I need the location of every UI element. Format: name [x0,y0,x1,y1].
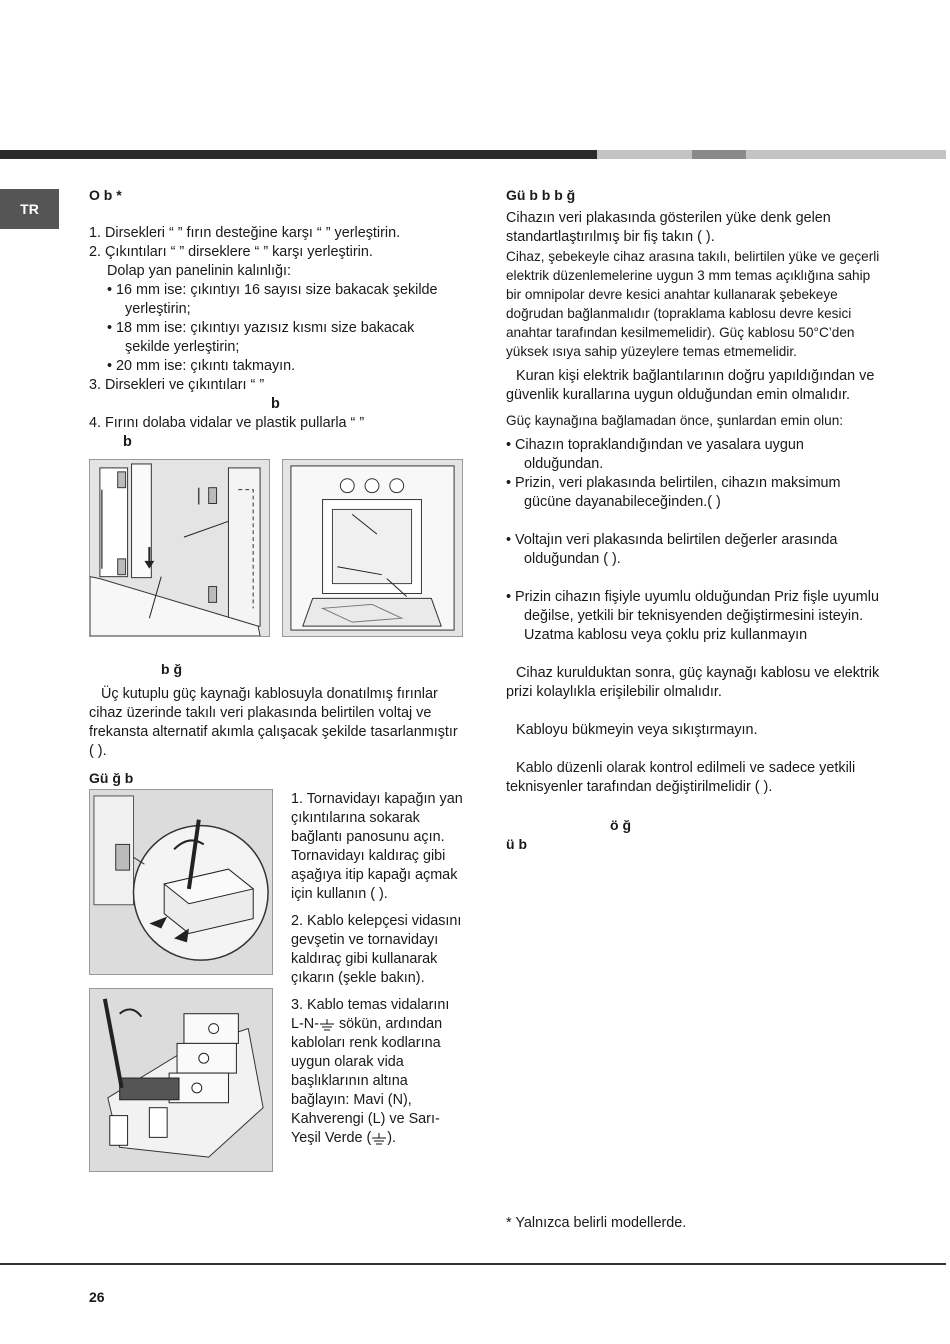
check-grounded: • Cihazın topraklandığından ve yasalara uygun olduğundan. [506,437,804,472]
check-intro: Güç kaynağına bağlamadan önce, şunlardan emin olun: [506,413,844,428]
right-column [506,186,880,854]
step-2: 2. Çıkıntıları “ ” dirseklere “ ” karşı yerleştirin. [89,244,373,260]
header-bar-light-end [746,150,946,159]
ground-icon [371,1132,387,1144]
figure-terminal-cover [89,789,273,975]
warning-line-1: ö ğ [610,817,631,833]
installer-paragraph: Kuran kişi elektrik bağlantılarının doğru yapıldığından ve güvenlik kurallarına uygun olduğundan emin olmalıdır. [506,368,875,403]
bullet-18mm: • 18 mm ise: çıkıntıyı yazısız kısmı size bakacak şekilde yerleştirin; [107,320,415,355]
bullet-16mm: • 16 mm ise: çıkıntıyı 16 sayısı size bakacak şekilde yerleştirin; [107,282,438,317]
figure-oven-drawing [283,460,462,636]
figure-brackets [89,459,270,637]
figure-brackets-drawing [90,460,269,636]
check-socket-power: • Prizin, veri plakasında belirtilen, cihazın maksimum gücüne dayanabileceğinden.( ) [506,475,841,510]
footnote: * Yalnızca belirli modellerde. [506,1215,687,1231]
header-bar-light [597,150,692,159]
section-heading-install: O b * [89,187,122,203]
page-number: 26 [89,1289,105,1305]
instruction-3-part1: 3. Kablo temas vidalarını L-N- [291,997,450,1032]
header-bar-dark [0,150,597,159]
left-column [89,186,459,452]
instruction-3 [291,996,463,1148]
section-heading-plug: Gü b b b ğ [506,187,576,203]
step-4: 4. Fırını dolaba vidalar ve plastik pullarla “ ” [89,415,365,431]
step-1: 1. Dirsekleri “ ” fırın desteğine karşı “ ” yerleştirin. [89,225,401,241]
section-heading-electrical: b ğ [161,661,182,677]
instruction-2: 2. Kablo kelepçesi vidasını gevşetin ve tornavidayı kaldıraç gibi kullanarak çıkarın (şekle bakın). [291,913,462,986]
figure-terminal-cover-drawing [90,790,272,974]
step-4-cont: b [123,434,132,450]
figure-terminal-open-drawing [90,989,272,1171]
instruction-3-part3: ). [387,1130,397,1146]
footer-rule [0,1263,946,1265]
check-voltage: • Voltajın veri plakasında belirtilen değerler arasında olduğundan ( ). [506,532,838,567]
header-bar-mid [692,150,746,159]
electrical-section [89,660,459,788]
ground-icon [319,1018,335,1030]
access-paragraph: Cihaz kurulduktan sonra, güç kaynağı kablosu ve elektrik prizi kolaylıkla erişilebilir olmalıdır. [506,665,880,700]
wiring-instructions [291,790,463,1148]
plug-paragraph: Cihazın veri plakasında gösterilen yüke denk gelen standartlaştırılmış bir fiş takın ( ). [506,210,831,245]
step-3-cont: b [271,396,280,412]
electrical-body: Üç kutuplu güç kaynağı kablosuyla donatılmış fırınlar cihaz üzerinde takılı veri plakasında belirtilen voltaj ve frekansta alternatif akımla çalışacak şekilde tasarlanmıştır ( ). [89,686,458,759]
step-3: 3. Dirsekleri ve çıkıntıları “ ” [89,377,265,393]
inspection-paragraph: Kablo düzenli olarak kontrol edilmeli ve sadece yetkili teknisyenler tarafından değiştirilmelidir ( ). [506,760,856,795]
language-tab: TR [0,189,59,229]
warning-line-2: ü b [506,836,527,852]
figure-oven-front [282,459,463,637]
subheading-cable: Gü ğ b [89,770,134,786]
check-socket-compat: • Prizin cihazın fişiyle uyumlu olduğundan Priz fişle uyumlu değilse, yetkili bir teknisyenden değiştirmesini isteyin. Uzatma kablosu veya çoklu priz kullanmayın [506,589,879,643]
figure-terminal-open [89,988,273,1172]
bend-paragraph: Kabloyu bükmeyin veya sıkıştırmayın. [516,722,758,738]
instruction-3-part2: sökün, ardından kabloları renk kodlarına uygun olarak vida başlıklarının altına bağlayın: Mavi (N), Kahverengi (L) ve Sarı-Yeşil Verde ( [291,1016,443,1146]
instruction-1: 1. Tornavidayı kapağın yan çıkıntılarına sokarak bağlantı panosunu açın. Tornavidayı kaldıraç gibi aşağıya itip kapağı açmak için kullanın ( ). [291,791,463,902]
bullet-20mm: • 20 mm ise: çıkıntı takmayın. [107,358,296,374]
thickness-label: Dolap yan panelinin kalınlığı: [107,263,292,279]
breaker-paragraph: Cihaz, şebekeyle cihaz arasına takılı, belirtilen yüke ve geçerli elektrik düzenlemelerine uygun 3 mm temas açıklığına sahip bir omnipolar devre kesici anahtar kullanarak şebekeye doğrudan bağlanmalıdır (topraklama kablosu devre kesici anahtar tarafından kesilmemelidir). Güç kablosu 50°C’den yüksek ısıya sahip yüzeylere temas etmemelidir. [506,249,880,359]
